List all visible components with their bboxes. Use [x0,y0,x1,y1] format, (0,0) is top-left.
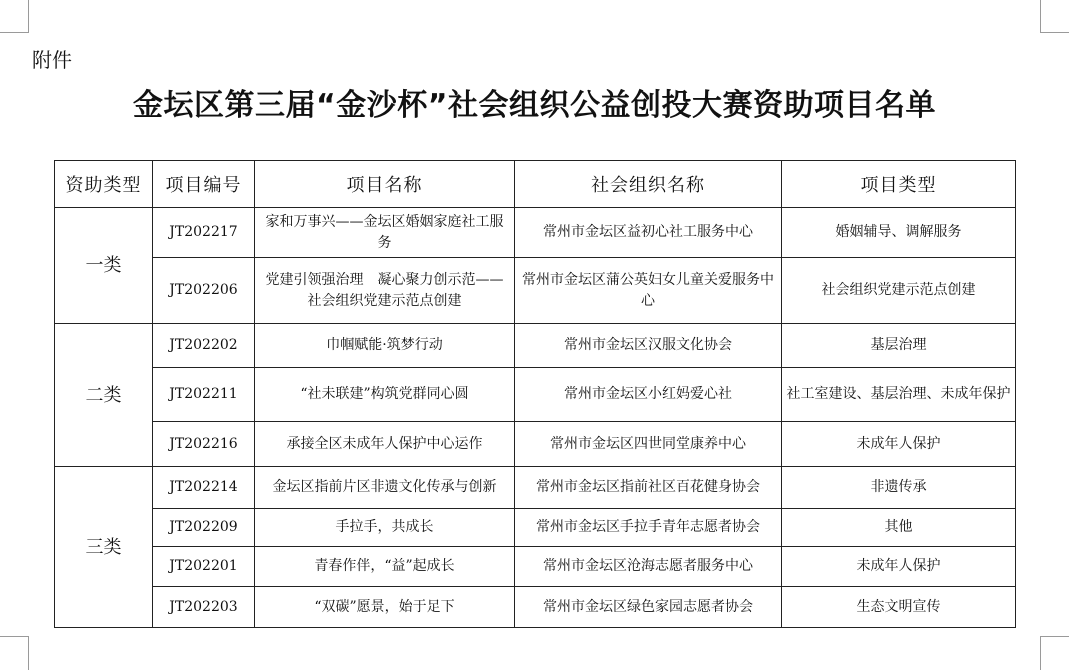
table-row [55,368,1016,422]
project-name: 巾帼赋能·筑梦行动 [255,324,515,368]
project-code: JT202216 [153,422,255,467]
category-cell: 二类 [55,324,153,467]
table-row [55,587,1016,628]
project-code: JT202203 [153,587,255,628]
header-project-name: 项目名称 [255,161,515,208]
project-name: “社未联建”构筑党群同心圆 [255,368,515,422]
project-type: 其他 [782,509,1016,547]
project-code: JT202211 [153,368,255,422]
crop-mark-bottom-left [0,636,29,670]
crop-mark-top-left [0,0,29,33]
header-project-code: 项目编号 [153,161,255,208]
project-type: 社工室建设、基层治理、未成年保护 [782,368,1016,422]
org-name: 常州市金坛区手拉手青年志愿者协会 [515,509,782,547]
page-title: 金坛区第三届“金沙杯”社会组织公益创投大赛资助项目名单 [133,88,936,123]
funding-table [54,160,1016,628]
org-name: 常州市金坛区汉服文化协会 [515,324,782,368]
table-row [55,547,1016,587]
org-name: 常州市金坛区沧海志愿者服务中心 [515,547,782,587]
project-code: JT202201 [153,547,255,587]
org-name: 常州市金坛区四世同堂康养中心 [515,422,782,467]
org-name: 常州市金坛区小红妈爱心社 [515,368,782,422]
project-code: JT202209 [153,509,255,547]
project-name: 承接全区未成年人保护中心运作 [255,422,515,467]
project-code: JT202206 [153,258,255,324]
table-header-row [55,161,1016,208]
project-name: 党建引领强治理 凝心聚力创示范——社会组织党建示范点创建 [255,258,515,324]
project-name: 家和万事兴——金坛区婚姻家庭社工服务 [255,208,515,258]
table-row [55,258,1016,324]
org-name: 常州市金坛区益初心社工服务中心 [515,208,782,258]
org-name: 常州市金坛区蒲公英妇女儿童关爱服务中心 [515,258,782,324]
project-name: 金坛区指前片区非遗文化传承与创新 [255,467,515,509]
header-funding-type: 资助类型 [55,161,153,208]
category-cell: 一类 [55,208,153,324]
project-type: 社会组织党建示范点创建 [782,258,1016,324]
header-org-name: 社会组织名称 [515,161,782,208]
crop-mark-bottom-right [1040,636,1069,670]
table-row [55,208,1016,258]
crop-mark-top-right [1040,0,1069,33]
project-type: 生态文明宣传 [782,587,1016,628]
table-row [55,509,1016,547]
project-name: 手拉手，共成长 [255,509,515,547]
table-row [55,467,1016,509]
org-name: 常州市金坛区绿色家园志愿者协会 [515,587,782,628]
project-code: JT202217 [153,208,255,258]
table-row [55,422,1016,467]
project-type: 未成年人保护 [782,422,1016,467]
attachment-label: 附件 [32,48,72,72]
project-code: JT202214 [153,467,255,509]
project-code: JT202202 [153,324,255,368]
org-name: 常州市金坛区指前社区百花健身协会 [515,467,782,509]
header-project-type: 项目类型 [782,161,1016,208]
project-type: 婚姻辅导、调解服务 [782,208,1016,258]
table-row [55,324,1016,368]
project-type: 未成年人保护 [782,547,1016,587]
project-type: 非遗传承 [782,467,1016,509]
project-name: “双碳”愿景，始于足下 [255,587,515,628]
project-name: 青春作伴，“益”起成长 [255,547,515,587]
project-type: 基层治理 [782,324,1016,368]
category-cell: 三类 [55,467,153,628]
